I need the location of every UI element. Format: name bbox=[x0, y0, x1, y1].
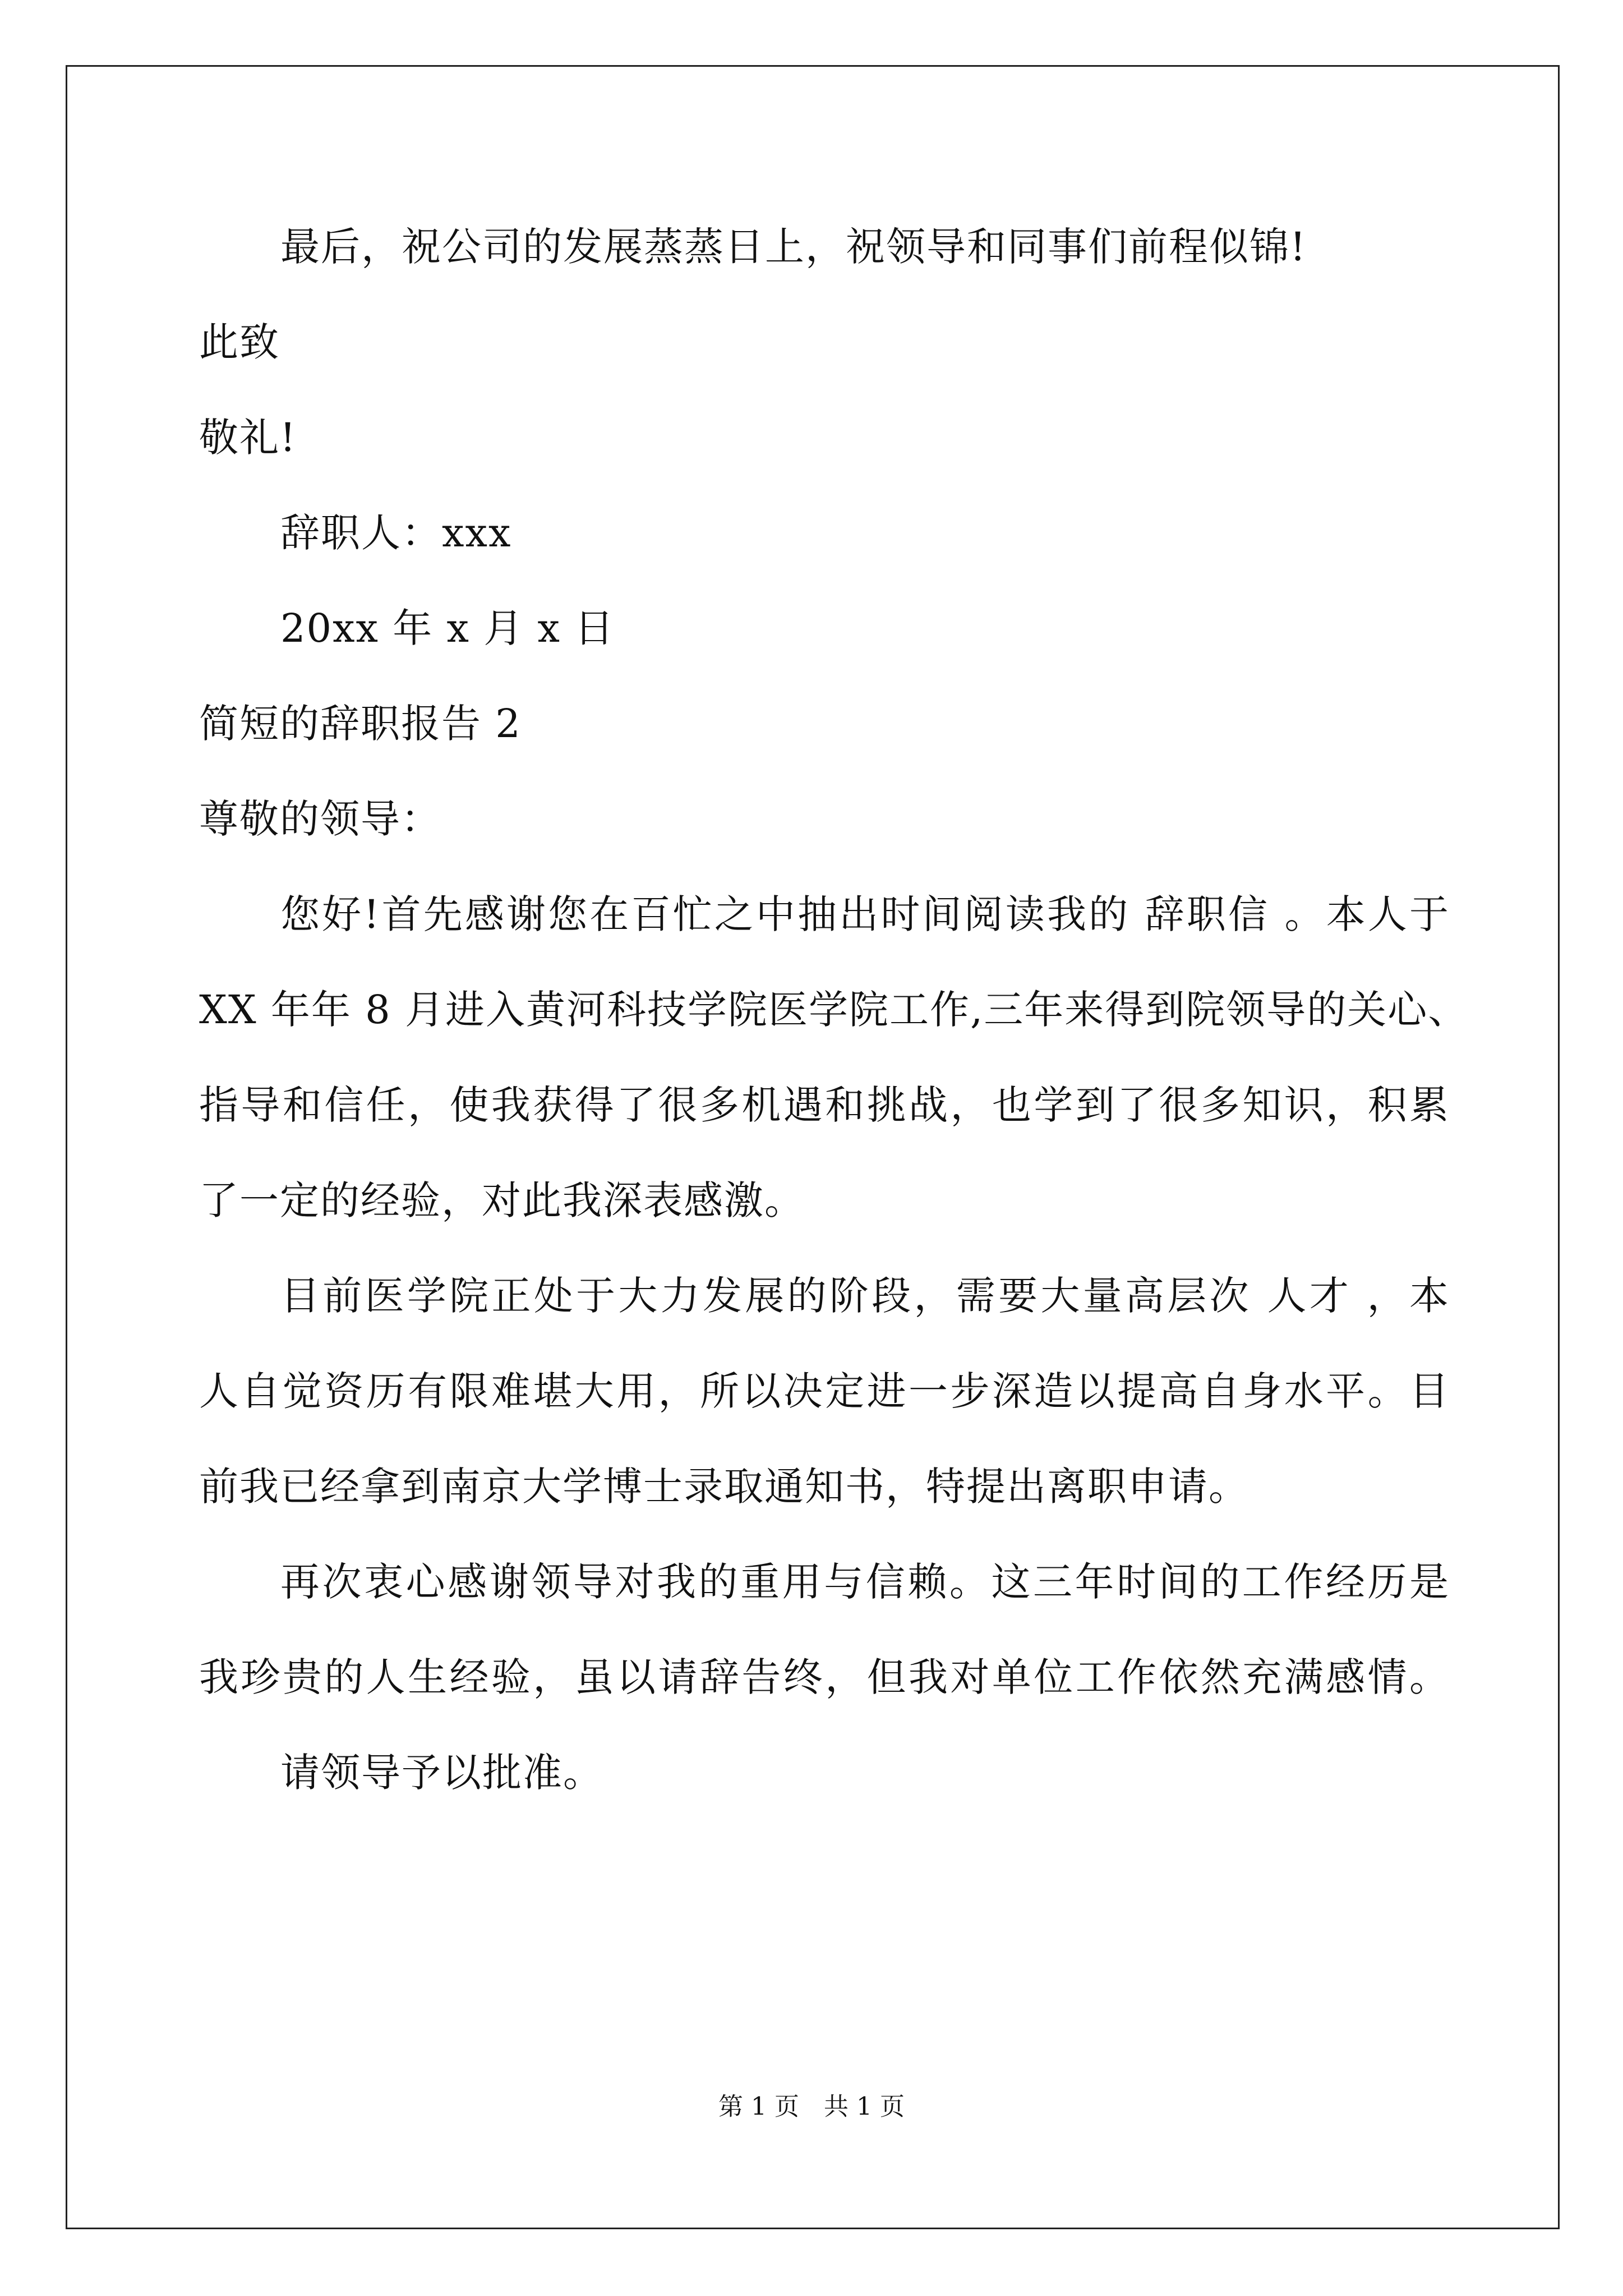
addressee-line: 尊敬的领导： bbox=[199, 796, 441, 842]
paragraph-1-line-3: 指导和信任，使我获得了很多机遇和挑战，也学到了很多知识，积累 bbox=[199, 1082, 1450, 1128]
page-footer: 第 1 页 共 1 页 bbox=[718, 2092, 905, 2121]
approval-request-line: 请领导予以批准。 bbox=[280, 1750, 603, 1796]
paragraph-3-line-2: 我珍贵的人生经验，虽以请辞告终，但我对单位工作依然充满感情。 bbox=[199, 1654, 1450, 1700]
paragraph-1-line-1: 您好!首先感谢您在百忙之中抽出时间阅读我的 辞职信 。本人于 bbox=[280, 891, 1450, 937]
closing-wish-line: 最后，祝公司的发展蒸蒸日上，祝领导和同事们前程似锦! bbox=[280, 224, 1307, 270]
signature-date: 20xx 年 x 月 x 日 bbox=[280, 605, 615, 651]
paragraph-2-line-3: 前我已经拿到南京大学博士录取通知书，特提出离职申请。 bbox=[199, 1464, 1249, 1510]
paragraph-2-line-2: 人自觉资历有限难堪大用，所以决定进一步深造以提高自身水平。目 bbox=[199, 1368, 1450, 1414]
salutation-cizhi: 此致 bbox=[199, 319, 280, 365]
paragraph-1-line-2: XX 年年 8 月进入黄河科技学院医学院工作,三年来得到院领导的关心、 bbox=[199, 987, 1469, 1033]
page-border bbox=[66, 65, 1560, 2229]
paragraph-3-line-1: 再次衷心感谢领导对我的重用与信赖。这三年时间的工作经历是 bbox=[280, 1559, 1450, 1605]
paragraph-2-line-1: 目前医学院正处于大力发展的阶段，需要大量高层次 人才 ，本 bbox=[280, 1273, 1450, 1319]
resigner-signature: 辞职人：xxx bbox=[280, 510, 512, 556]
paragraph-1-line-4: 了一定的经验，对此我深表感激。 bbox=[199, 1177, 805, 1223]
section-title: 简短的辞职报告 2 bbox=[199, 701, 522, 747]
salutation-jingli: 敬礼! bbox=[199, 415, 297, 461]
